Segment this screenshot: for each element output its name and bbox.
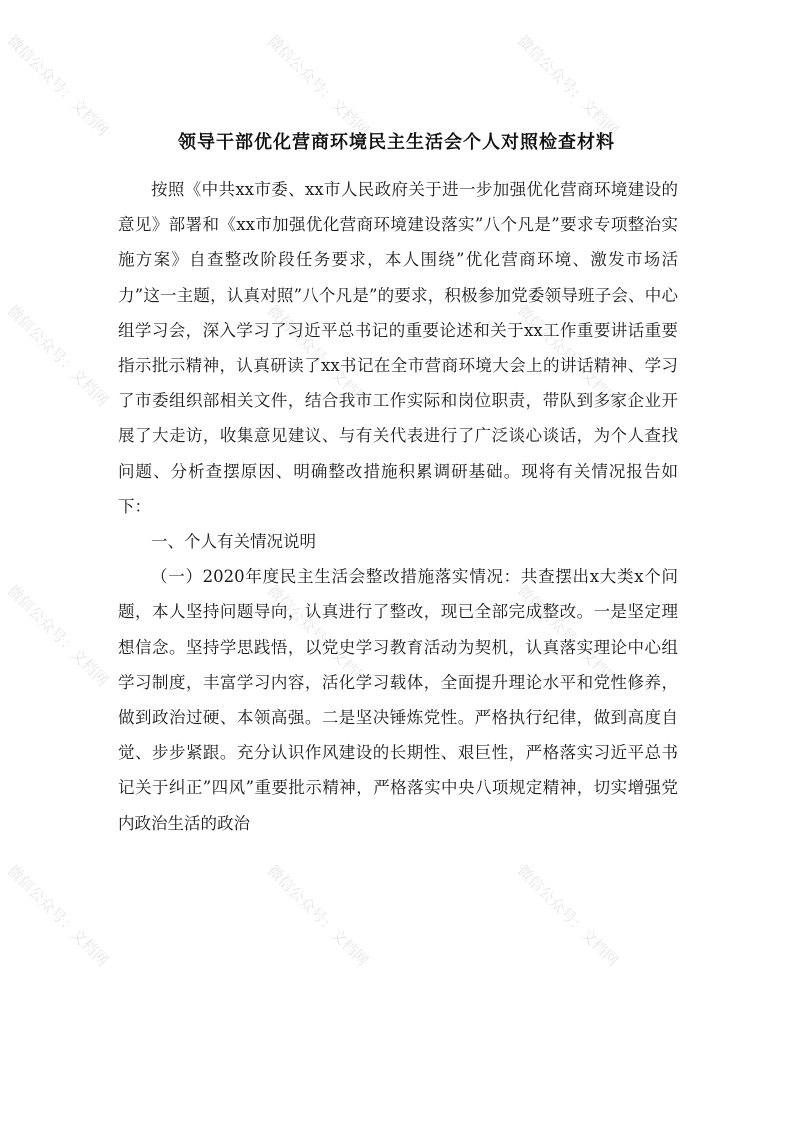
watermark: 微信公众号：文档网 [513, 581, 623, 690]
watermark: 微信公众号：文档网 [263, 301, 373, 410]
watermark: 微信公众号：文档网 [3, 301, 113, 410]
watermark: 微信公众号：文档网 [263, 861, 373, 970]
document-body [118, 172, 678, 841]
watermark: 微信公众号：文档网 [513, 301, 623, 410]
watermark: 微信公众号：文档网 [263, 581, 373, 690]
watermark: 微信公众号：文档网 [3, 581, 113, 690]
watermark: 微信公众号：文档网 [3, 31, 113, 140]
section-paragraph: （一）2020年度民主生活会整改措施落实情况：共查摆出x大类x个问题，本人坚持问题导向，认真进行了整改，现已全部完成整改。一是坚定理想信念。坚持学思践悟，以党史学习教育活动为契机，认真落实理论中心组学习制度，丰富学习内容，活化学习载体，全面提升理论水平和党性修养，做到政治过硬、本领高强。二是坚决锤炼党性。严格执行纪律，做到高度自觉、步步紧跟。充分认识作风建设的长期性、艰巨性，严格落实习近平总书记关于纠正”四风”重要批示精神，严格落实中央八项规定精神，切实增强党内政治生活的政治 [118, 567, 678, 833]
section-heading: 一、个人有关情况说明 [151, 532, 316, 552]
watermark: 微信公众号：文档网 [513, 31, 623, 140]
intro-paragraph: 按照《中共xx市委、xx市人民政府关于进一步加强优化营商环境建设的意见》部署和《xx市加强优化营商环境建设落实”八个凡是”要求专项整治实施方案》自查整改阶段任务要求，本人围绕”优化营商环境、激发市场活力”这一主题，认真对照”八个凡是”的要求，积极参加党委领导班子会、中心组学习会，深入学习了习近平总书记的重要论述和关于xx工作重要讲话重要指示批示精神，认真研读了xx书记在全市营商环境大会上的讲话精神、学习了市委组织部相关文件，结合我市工作实际和岗位职责，带队到多家企业开展了大走访，收集意见建议、与有关代表进行了广泛谈心谈话，为个人查找问题、分析查摆原因、明确整改措施积累调研基础。现将有关情况报告如下： [118, 180, 678, 516]
watermark: 微信公众号：文档网 [513, 861, 623, 970]
watermark: 微信公众号：文档网 [3, 861, 113, 970]
watermark: 微信公众号：文档网 [263, 31, 373, 140]
document-title: 领导干部优化营商环境民主生活会个人对照检查材料 [178, 132, 615, 153]
